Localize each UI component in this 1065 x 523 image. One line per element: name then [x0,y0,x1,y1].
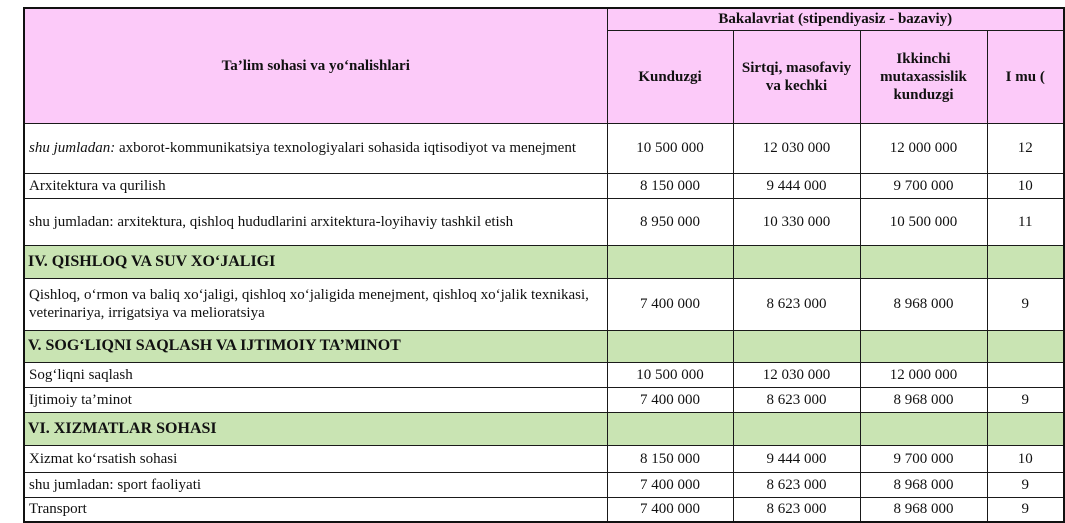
cell-ikkinchi: 8 968 000 [860,497,987,522]
row-name: Arxitektura va qurilish [24,173,607,198]
table-row [24,278,1064,330]
table-row [24,362,1064,387]
table-row [24,198,1064,245]
section-row [24,330,1064,362]
cell-kunduzgi: 10 500 000 [607,362,733,387]
row-name: Ijtimoiy ta’minot [24,387,607,412]
cell-cut: 10 [987,173,1064,198]
cell-sirtqi: 12 030 000 [733,362,860,387]
cell-kunduzgi: 10 500 000 [607,123,733,173]
cell-cut: 10 [987,445,1064,472]
section-title: VI. XIZMATLAR SOHASI [24,412,607,445]
cell-sirtqi: 10 330 000 [733,198,860,245]
cell-kunduzgi: 8 150 000 [607,173,733,198]
cell-sirtqi: 8 623 000 [733,387,860,412]
col-header-cut: I mu ( [987,30,1064,123]
section-title: V. SOG‘LIQNI SAQLASH VA IJTIMOIY TA’MINOT [24,330,607,362]
cell-ikkinchi: 8 968 000 [860,278,987,330]
cell-ikkinchi: 8 968 000 [860,472,987,497]
table-row [24,173,1064,198]
cell-ikkinchi: 9 700 000 [860,173,987,198]
table-row [24,497,1064,522]
bachelor-group-header: Bakalavriat (stipendiyasiz - bazaviy) [607,8,1064,30]
cell-kunduzgi: 7 400 000 [607,278,733,330]
row-name: Xizmat ko‘rsatish sohasi [24,445,607,472]
row-name: Qishloq, o‘rmon va baliq xo‘jaligi, qishloq xo‘jaligida menejment, qishloq xo‘jalik texnikasi, veterinariya, irrigatsiya va melioratsiya [24,278,607,330]
cell-kunduzgi: 7 400 000 [607,472,733,497]
cell-cut: 9 [987,497,1064,522]
cell-sirtqi: 8 623 000 [733,497,860,522]
cell-kunduzgi: 7 400 000 [607,497,733,522]
table-row [24,472,1064,497]
cell-sirtqi: 12 030 000 [733,123,860,173]
row-name: Transport [24,497,607,522]
cell-cut: 9 [987,387,1064,412]
section-title: IV. QISHLOQ VA SUV XO‘JALIGI [24,245,607,278]
section-row [24,245,1064,278]
row-name: Sog‘liqni saqlash [24,362,607,387]
row-name: shu jumladan: sport faoliyati [24,472,607,497]
cell-ikkinchi: 9 700 000 [860,445,987,472]
cell-sirtqi: 9 444 000 [733,445,860,472]
row-name: axborot-kommunikatsiya texnologiyalari sohasida iqtisodiyot va menejment [119,140,576,156]
table-row [24,123,1064,173]
cell-ikkinchi: 12 000 000 [860,123,987,173]
section-row [24,412,1064,445]
row-label [24,123,607,173]
cell-cut: 9 [987,472,1064,497]
cell-kunduzgi: 8 150 000 [607,445,733,472]
tuition-fee-table [23,7,1065,523]
cell-cut [987,362,1064,387]
cell-cut: 12 [987,123,1064,173]
cell-ikkinchi: 12 000 000 [860,362,987,387]
cell-kunduzgi: 7 400 000 [607,387,733,412]
cell-ikkinchi: 10 500 000 [860,198,987,245]
row-prefix: shu jumladan: [29,140,116,156]
cell-sirtqi: 8 623 000 [733,472,860,497]
cell-sirtqi: 9 444 000 [733,173,860,198]
cell-cut: 11 [987,198,1064,245]
field-column-header: Ta’lim sohasi va yo‘nalishlari [24,8,607,123]
col-header-sirtqi: Sirtqi, masofaviy va kechki [733,30,860,123]
cell-cut: 9 [987,278,1064,330]
table-row [24,387,1064,412]
row-name: shu jumladan: arxitektura, qishloq hududlarini arxitektura-loyihaviy tashkil etish [24,198,607,245]
table-row [24,445,1064,472]
cell-kunduzgi: 8 950 000 [607,198,733,245]
cell-ikkinchi: 8 968 000 [860,387,987,412]
col-header-kunduzgi: Kunduzgi [607,30,733,123]
cell-sirtqi: 8 623 000 [733,278,860,330]
col-header-ikkinchi: Ikkinchi mutaxassislik kunduzgi [860,30,987,123]
